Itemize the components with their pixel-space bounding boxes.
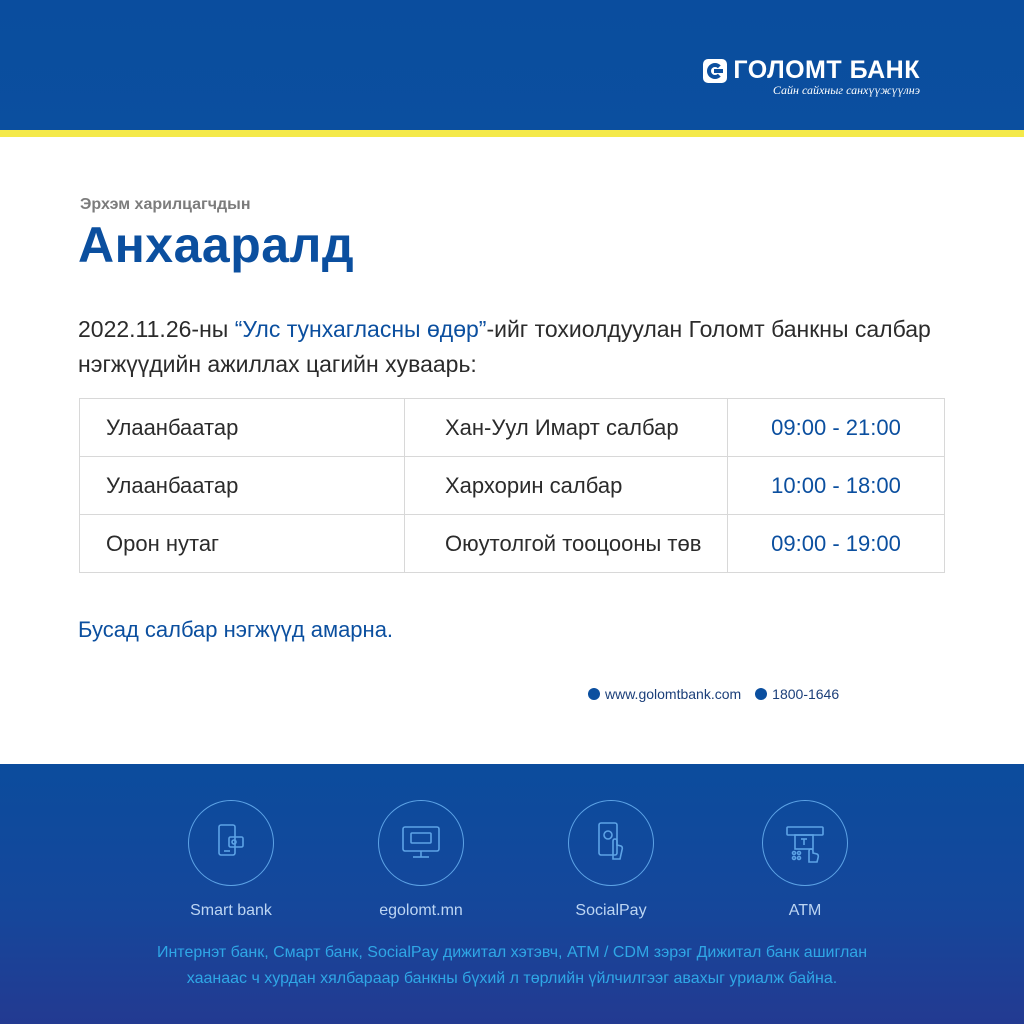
phone-tap-icon	[587, 819, 635, 867]
feature-smart-bank[interactable]	[171, 800, 291, 920]
footer-line: хаанаас ч хурдан хялбараар банкны бүхий л төрлийн үйлчилгээг авахыг уриалж байна.	[186, 970, 838, 987]
intro-prefix: 2022.11.26-ны	[78, 316, 235, 342]
feature-label: ATM	[788, 902, 822, 919]
bank-logo[interactable]	[703, 56, 920, 85]
phone-number[interactable]: 1800-1646	[772, 686, 840, 702]
feature-circle	[188, 800, 274, 886]
feature-label: Smart bank	[190, 902, 272, 919]
atm-icon	[781, 819, 829, 867]
intro-suffix: -ийг тохиолдуулан Голомт банкны салбар нэгжүүдийн ажиллах цагийн хуваарь:	[78, 316, 931, 377]
website-link[interactable]: www.golomtbank.com	[605, 686, 742, 702]
globe-icon	[588, 688, 600, 700]
feature-circle	[568, 800, 654, 886]
table-row	[80, 399, 945, 457]
schedule-hours: 10:00 - 18:00	[728, 457, 945, 515]
logo-mark-icon	[703, 59, 727, 83]
schedule-city: Орон нутаг	[80, 515, 405, 573]
schedule-branch: Оюутолгой тооцооны төв	[405, 515, 728, 573]
notice-subtitle: Эрхэм харилцагчдын	[80, 196, 251, 213]
feature-circle	[762, 800, 848, 886]
feature-label: egolomt.mn	[379, 902, 463, 919]
feature-circle	[378, 800, 464, 886]
schedule-branch: Хархорин салбар	[405, 457, 728, 515]
schedule-city: Улаанбаатар	[80, 457, 405, 515]
feature-egolomt[interactable]	[361, 800, 481, 920]
footer-line: Интернэт банк, Смарт банк, SocialPay дижитал хэтэвч, ATM / CDM зэрэг Дижитал банк ашиглан	[156, 944, 868, 961]
schedule-branch: Хан-Уул Имарт салбар	[405, 399, 728, 457]
monitor-icon	[397, 819, 445, 867]
phone-icon	[755, 688, 767, 700]
phone-card-icon	[207, 819, 255, 867]
notice-title: Анхааралд	[78, 217, 355, 273]
logo-slogan: Сайн сайхныг санхүүжүүлнэ	[772, 83, 920, 97]
contact-info	[588, 686, 839, 702]
footer-message	[0, 940, 1024, 992]
header-stripe	[0, 130, 1024, 137]
notice-intro	[78, 312, 938, 382]
schedule-hours: 09:00 - 19:00	[728, 515, 945, 573]
closed-note: Бусад салбар нэгжүүд амарна.	[78, 617, 394, 642]
intro-holiday-name: “Улс тунхагласны өдөр”	[234, 316, 487, 342]
logo-name: ГОЛОМТ БАНК	[733, 56, 920, 84]
schedule-hours: 09:00 - 21:00	[728, 399, 945, 457]
feature-atm[interactable]	[745, 800, 865, 920]
schedule-table	[79, 398, 945, 573]
table-row	[80, 457, 945, 515]
table-row	[80, 515, 945, 573]
schedule-city: Улаанбаатар	[80, 399, 405, 457]
feature-socialpay[interactable]	[551, 800, 671, 920]
feature-label: SocialPay	[575, 902, 647, 919]
